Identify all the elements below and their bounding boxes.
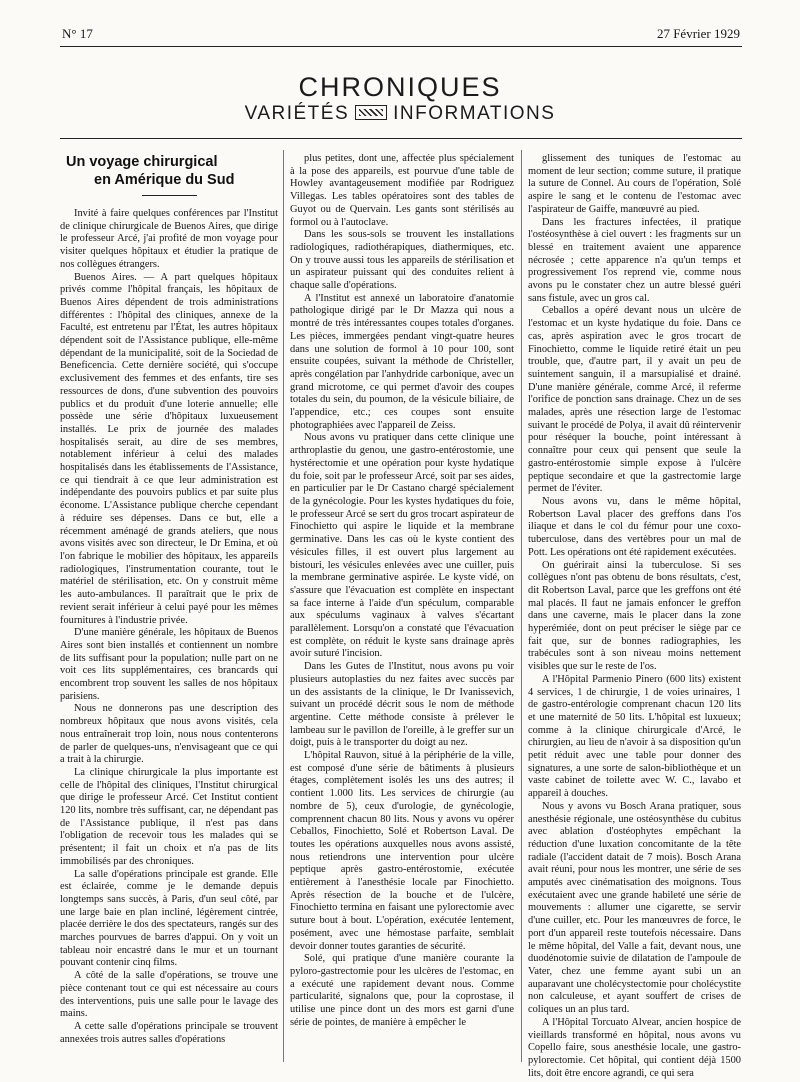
paragraph: Dans les Gutes de l'Institut, nous avons pu voir plusieurs autoplasties du nez faites avec succès par un des assistants de la clinique, le Dr Ivanissevich, suivant un procédé décrit sous le nom de méthode argentine. Cette méthode consiste à prélever le lambeau sur le pavillon de l'oreille, à le greffer sur un doigt, puis à le transporter du doigt au nez. xyxy=(290,661,514,749)
paragraph: Dans les sous-sols se trouvent les installations radiologiques, radiothérapiques, diathermiques, etc. On y trouve aussi tous les appareils de stérilisation et un aspirateur puissant qui des conduites relient à chaque salle d'opérations. xyxy=(290,229,514,292)
masthead-varietes: VARIÉTÉS xyxy=(244,103,350,124)
masthead-rule xyxy=(60,138,742,139)
column-divider xyxy=(283,150,284,1062)
header-rule xyxy=(60,46,742,47)
paragraph: D'une manière générale, les hôpitaux de Buenos Aires sont bien installés et contiennent un nombre de lits suffisant pour la population; nulle part on ne voit ces lits supplémentaires, ces brancards qui encombrent trop souvent les salles de nos hôpitaux parisiens. xyxy=(60,627,278,702)
column-3 xyxy=(528,153,741,1080)
paragraph: La salle d'opérations principale est grande. Elle est éclairée, comme je le demande depuis longtemps sans succès, à Paris, d'un seul côté, par une large baie en plan incliné, légèrement cintrée, placée derrière le dos des spectateurs, rangés sur des marches pourvues de barres d'appui. On y voit un tableau noir encastré dans le mur et un tournant pouvant contenir cinq films. xyxy=(60,868,278,969)
paragraph: L'hôpital Rauvon, situé à la périphérie de la ville, est composé d'une série de bâtiments à plusieurs étages, complètement isolés les uns des autres; il contient 1.000 lits. Les services de chirurgie (au nombre de 5), ceux d'urologie, de gynécologie, comprennent chacun 80 lits. Nous y avons vu opérer Ceballos, Finochietto, Solé et Robertson Laval. De toutes les opérations auxquelles nous avons assisté, nous retiendrons une intervention pour ulcère peptique après gastro-entérostomie, exécutée entièrement à l'anesthésie locale par Finochietto. Après résection de la bouche et de l'ulcère, Finochietto termina en faisant une pylorectomie avec suture bout à bout. L'opération, exécutée lentement, posément, avec une hémostase parfaite, semblait devoir donner toutes garanties de sécurité. xyxy=(290,750,514,952)
paragraph: Buenos Aires. — A part quelques hôpitaux privés comme l'hôpital français, les hôpitaux de Buenos Aires dépendent de trois administrations différentes : l'hôpital des cliniques, annexe de la Faculté, est entretenu par l'État, les autres hôpitaux dépendent soit de l'Assistance publique, elle-même dépendant de la municipalité, soit de la Sociedad de Beneficencia. Cette dernière société, qui s'occupe exclusivement des femmes et des enfants, tire ses ressources de dons, d'une subvention des pouvoirs publics et du produit d'une loterie annuelle; elle possède une série d'hôpitaux luxueusement installés. Le prix de journée des malades hospitalisés serait, au dire de ses membres, notablement inférieur à celui des malades hospitalisés dans les établissements de l'Assistance, ce qui tiendrait à ce que leur administration est indépendante des pouvoirs publics et par suite plus économe. L'Assistance publique cherche cependant à réduire ses dépenses. Dans ce but, elle a récemment aménagé de grands ateliers, que nous avons visités avec son directeur, le Dr Emina, et où l'on fabrique le mobilier des hôpitaux, les appareils radiologiques, l'instrumentation courante, tout le matériel de stérilisation, etc. On y construit même les auto-ambulances. Il paraîtrait que le prix de revient serait inférieur à celui payé pour les mêmes fournitures à l'industrie privée. xyxy=(60,271,278,626)
article-title-line-2: en Amérique du Sud xyxy=(94,172,235,188)
column-2 xyxy=(290,153,514,1030)
paragraph: A côté de la salle d'opérations, se trouve une pièce contenant tout ce qui est nécessaire au cours des interventions, puis une salle pour le lavage des mains. xyxy=(60,970,278,1020)
paragraph: Ceballos a opéré devant nous un ulcère de l'estomac et un kyste hydatique du foie. Dans ce cas, après aspiration avec le gros trocart de Finochietto, comme le liquide retiré était un peu trouble, que, d'autre part, il y avait un peu de suintement sanguin, il a marsupialisé et drainé. D'une manière générale, comme Arcé, il referme l'orifice de ponction sans drainage. Chez un de ses malades, après une résection large de l'estomac suivant le procédé de Polya, il avait dû réintervenir pour réséquer la bouche, point intéressant à connaître pour ceux qui pensent que seule la gastro-entérostomie simple expose à l'ulcère peptique secondaire et que la gastrectomie large permet de l'éviter. xyxy=(528,305,741,495)
masthead-informations: INFORMATIONS xyxy=(393,103,556,124)
paragraph: La clinique chirurgicale la plus importante est celle de l'hôpital des cliniques, l'Institut chirurgical que dirige le professeur Arcé. Cet Institut contient 120 lits, nombre très suffisant, car, ne dépendant pas de l'Assistance publique, il n'est pas dans l'obligation de recevoir tous les malades qui se présentent; il fait un choix et n'a pas de lits immobilisés par des chroniques. xyxy=(60,766,278,867)
paragraph: A cette salle d'opérations principale se trouvent annexées trois autres salles d'opérations xyxy=(60,1021,278,1045)
paragraph: Invité à faire quelques conférences par l'Institut de clinique chirurgicale de Buenos Aires, que dirige le professeur Arcé, j'ai profité de mon voyage pour visiter quelques hôpitaux et étudier la pratique de nos collègues étrangers. xyxy=(60,208,278,270)
paragraph: Nous y avons vu Bosch Arana pratiquer, sous anesthésie régionale, une ostéosynthèse du cubitus avec ablation d'ostéophytes empêchant la réduction d'une luxation concomitante de la tête radiale (l'accident datait de 7 mois). Bosch Arana avait réuni, pour nous les montrer, une série de ses amputés avec cinématisation des moignons. Tous exécutaient avec une grande habileté une série de mouvements : allumer une cigarette, se servir d'une cuiller, etc. Pour les manœuvres de force, le port d'un appareil reste toutefois nécessaire. Dans le même hôpital, del Valle a fait, devant nous, une duodénotomie suivie de dilatation de l'ampoule de Vater, chez une femme ayant subi un an auparavant une cholécystectomie pour cholécystite non calculeuse, et ayant souffert de crises de coliques un an plus tard. xyxy=(528,800,741,1016)
article-title xyxy=(60,153,278,189)
masthead-chroniques: CHRONIQUES xyxy=(298,72,502,102)
paragraph: Nous avons vu, dans le même hôpital, Robertson Laval placer des greffons dans l'os iliaque et dans le col du fémur pour une coxo-tuberculose, dans des vertèbres pour un mal de Pott. Les opérations ont été rapidement exécutées. xyxy=(528,495,741,558)
column-divider xyxy=(521,150,522,1062)
title-rule xyxy=(142,195,197,196)
issue-date: 27 Février 1929 xyxy=(656,26,740,41)
paragraph: Nous ne donnerons pas une description des nombreux hôpitaux que nous avons visités, cela nous entraînerait trop loin, nous nous contenterons de parler de quelques-uns, n'envisageant que ce qui a trait à la chirurgie. xyxy=(60,703,278,766)
paragraph: Nous avons vu pratiquer dans cette clinique une arthroplastie du genou, une gastro-entérostomie, une hystérectomie et une opération pour kyste hydatique du foie, soit par le professeur Arcé, soit par ses aides, en particulier par le Dr Castano chargé spécialement de la gynécologie. Pour les kystes hydatiques du foie, le professeur Arcé se sert du gros trocart aspirateur de Finochietto qui aspire le liquide et la membrane germinative. Dans les cas où le kyste contient des vésicules filles, il est ouvert plus largement au bistouri, les vésicules enlevées avec une cuiller, puis la membrane germinative aspirée. Le kyste vidé, on s'assure que l'évacuation est complète en inspectant sa face interne à l'aide d'un spéculum, comparable aux spéculums vaginaux à valves s'écartant parallèlement. Lorsqu'on a constaté que l'évacuation est complète, on réduit le kyste sans drainage après avoir suturé l'incision. xyxy=(290,432,514,660)
paragraph: A l'Hôpital Torcuato Alvear, ancien hospice de vieillards transformé en hôpital, nous avons vu Copello faire, sous anesthésie locale, une gastro-pylorectomie. Cet hôpital, qui contient déjà 1500 lits, doit être encore agrandi, ce qui sera xyxy=(528,1016,741,1079)
issue-number: N° 17 xyxy=(62,26,93,41)
masthead-subtitle xyxy=(0,103,800,125)
column-1-body xyxy=(60,208,278,1046)
ornament-icon xyxy=(355,105,387,120)
column-1 xyxy=(60,153,278,1046)
paragraph: A l'Hôpital Parmenio Pinero (600 lits) existent 4 services, 1 de chirurgie, 1 de voies urinaires, 1 de gastro-entérologie comprenant chacun 120 lits et une maternité de 50 lits. L'hôpital est luxueux; comme à la clinique chirurgicale d'Arcé, le chirurgien, au lieu de n'avoir à sa disposition qu'un petit réduit avec une table pour donner des signatures, a une sorte de salon-bibliothèque et un vaste cabinet de toilette avec W. C., lavabo et appareil à douches. xyxy=(528,673,741,800)
paragraph: A l'Institut est annexé un laboratoire d'anatomie pathologique dirigé par le Dr Mazza qui nous a montré de très intéressantes coupes totales d'organes. Les pièces, immergées pendant vingt-quatre heures dans une solution de formol à 10 pour 100, sont ensuite coupées, suivant la méthode de Christeller, après congélation par l'anhydride carbonique, avec un grand microtome, ce qui permet d'avoir des coupes totales du sein, du poumon, de la vésicule biliaire, de l'appendice, etc.; ces coupes sont ensuite photographiées avec l'appareil de Zeiss. xyxy=(290,292,514,431)
column-2-body xyxy=(290,153,514,1030)
paragraph: Solé, qui pratique d'une manière courante la pyloro-gastrectomie pour les ulcères de l'estomac, en a exécuté une rapidement devant nous. Comme particularité, signalons que, pour la coprostase, il utilise une pince dont un des mors est garni d'une série de pointes, de manière à empêcher le xyxy=(290,953,514,1028)
column-3-body xyxy=(528,153,741,1080)
paragraph: On guérirait ainsi la tuberculose. Si ses collègues n'ont pas obtenu de bons résultats, c'est, dit Robertson Laval, parce que les greffons ont été mal placés. Il faut ne jamais enfoncer le greffon dans une caverne, mais le placer dans la zone hyperémiée, dont on peut préciser le siège par ce fait que, sur de bonnes radiographies, les trabécules sont à son niveau moins nettement visibles que sur le reste de l'os. xyxy=(528,559,741,673)
paragraph: plus petites, dont une, affectée plus spécialement à la pose des appareils, est pourvue d'une table de Howley avantageusement modifiée par Rodriguez Villegas. Les tables opératoires sont des tables de Guyot ou de Quervain. Les gants sont stérilisés au formol ou à l'autoclave. xyxy=(290,153,514,228)
article-title-line-1: Un voyage chirurgical xyxy=(66,154,218,170)
paragraph: Dans les fractures infectées, il pratique l'ostéosynthèse à ciel ouvert : les fragments sur un blessé en traitement avaient une apparence nécrosée ; cette apparence n'a qu'un temps et progressivement l'os reprend vie, comme nous avons pu le constater chez un autre blessé guéri sans fistule, avec un gros cal. xyxy=(528,216,741,304)
paragraph: glissement des tuniques de l'estomac au moment de leur section; comme suture, il pratique la suture de Connel. Au cours de l'opération, Solé aspire le sang et le contenu de l'estomac avec l'aspirateur de Gaiffe, manœuvré au pied. xyxy=(528,153,741,215)
